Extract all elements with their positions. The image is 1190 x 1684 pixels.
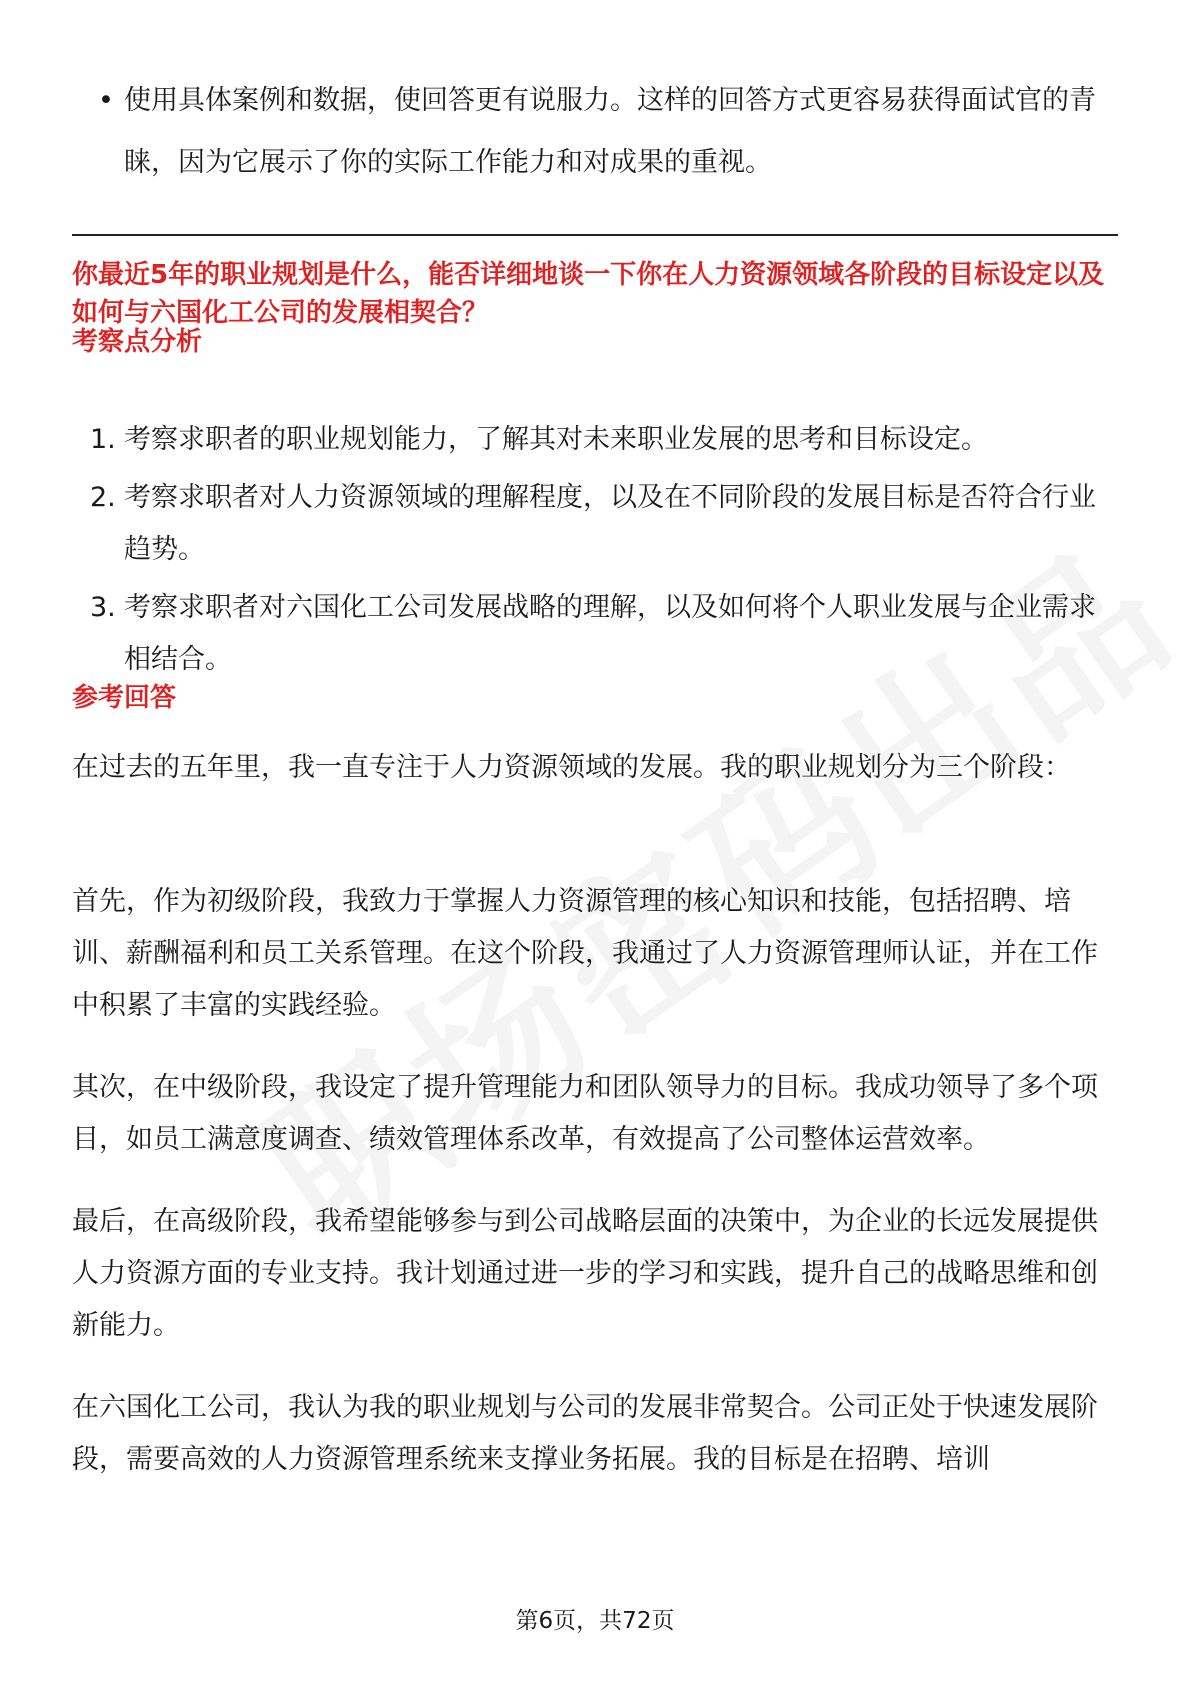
- analysis-item-text: 考察求职者的职业规划能力，了解其对未来职业发展的思考和目标设定。: [124, 424, 988, 455]
- tip-bullet-list: [72, 70, 1118, 194]
- analysis-item: [72, 582, 1118, 686]
- answer-paragraph: 首先，作为初级阶段，我致力于掌握人力资源管理的核心知识和技能，包括招聘、培训、薪酬福利和员工关系管理。在这个阶段，我通过了人力资源管理师认证，并在工作中积累了丰富的实践经验。: [72, 886, 1098, 1021]
- answer-paragraph: 最后，在高级阶段，我希望能够参与到公司战略层面的决策中，为企业的长远发展提供人力资源方面的专业支持。我计划通过进一步的学习和实践，提升自己的战略思维和创新能力。: [72, 1206, 1098, 1341]
- answer-paragraph: 在六国化工公司，我认为我的职业规划与公司的发展非常契合。公司正处于快速发展阶段，需要高效的人力资源管理系统来支撑业务拓展。我的目标是在招聘、培训: [72, 1392, 1098, 1475]
- analysis-item: [72, 472, 1118, 576]
- document-page: [72, 0, 1118, 1684]
- answer-heading: 参考回答: [72, 683, 177, 713]
- analysis-item-number: 1.: [90, 424, 116, 455]
- answer-paragraph: 在过去的五年里，我一直专注于人力资源领域的发展。我的职业规划分为三个阶段：: [72, 752, 1071, 783]
- interview-question: 你最近5年的职业规划是什么，能否详细地谈一下你在人力资源领域各阶段的目标设定以及如何与六国化工公司的发展相契合？: [72, 260, 1105, 328]
- analysis-item-text: 考察求职者对六国化工公司发展战略的理解，以及如何将个人职业发展与企业需求相结合。: [124, 592, 1096, 675]
- tip-bullet-item: • 使用具体案例和数据，使回答更有说服力。这样的回答方式更容易获得面试官的青睐，因为它展示了你的实际工作能力和对成果的重视。: [72, 70, 1118, 194]
- analysis-item-number: 3.: [90, 592, 116, 623]
- analysis-item-number: 2.: [90, 482, 116, 513]
- answer-paragraph: 其次，在中级阶段，我设定了提升管理能力和团队领导力的目标。我成功领导了多个项目，如员工满意度调查、绩效管理体系改革，有效提高了公司整体运营效率。: [72, 1072, 1098, 1155]
- analysis-heading: 考察点分析: [72, 327, 203, 357]
- analysis-list: [72, 414, 1118, 692]
- section-divider: [72, 234, 1118, 236]
- analysis-item-text: 考察求职者对人力资源领域的理解程度，以及在不同阶段的发展目标是否符合行业趋势。: [124, 482, 1096, 565]
- analysis-item: [72, 414, 1118, 466]
- page-footer: 第6页，共72页: [515, 1608, 675, 1634]
